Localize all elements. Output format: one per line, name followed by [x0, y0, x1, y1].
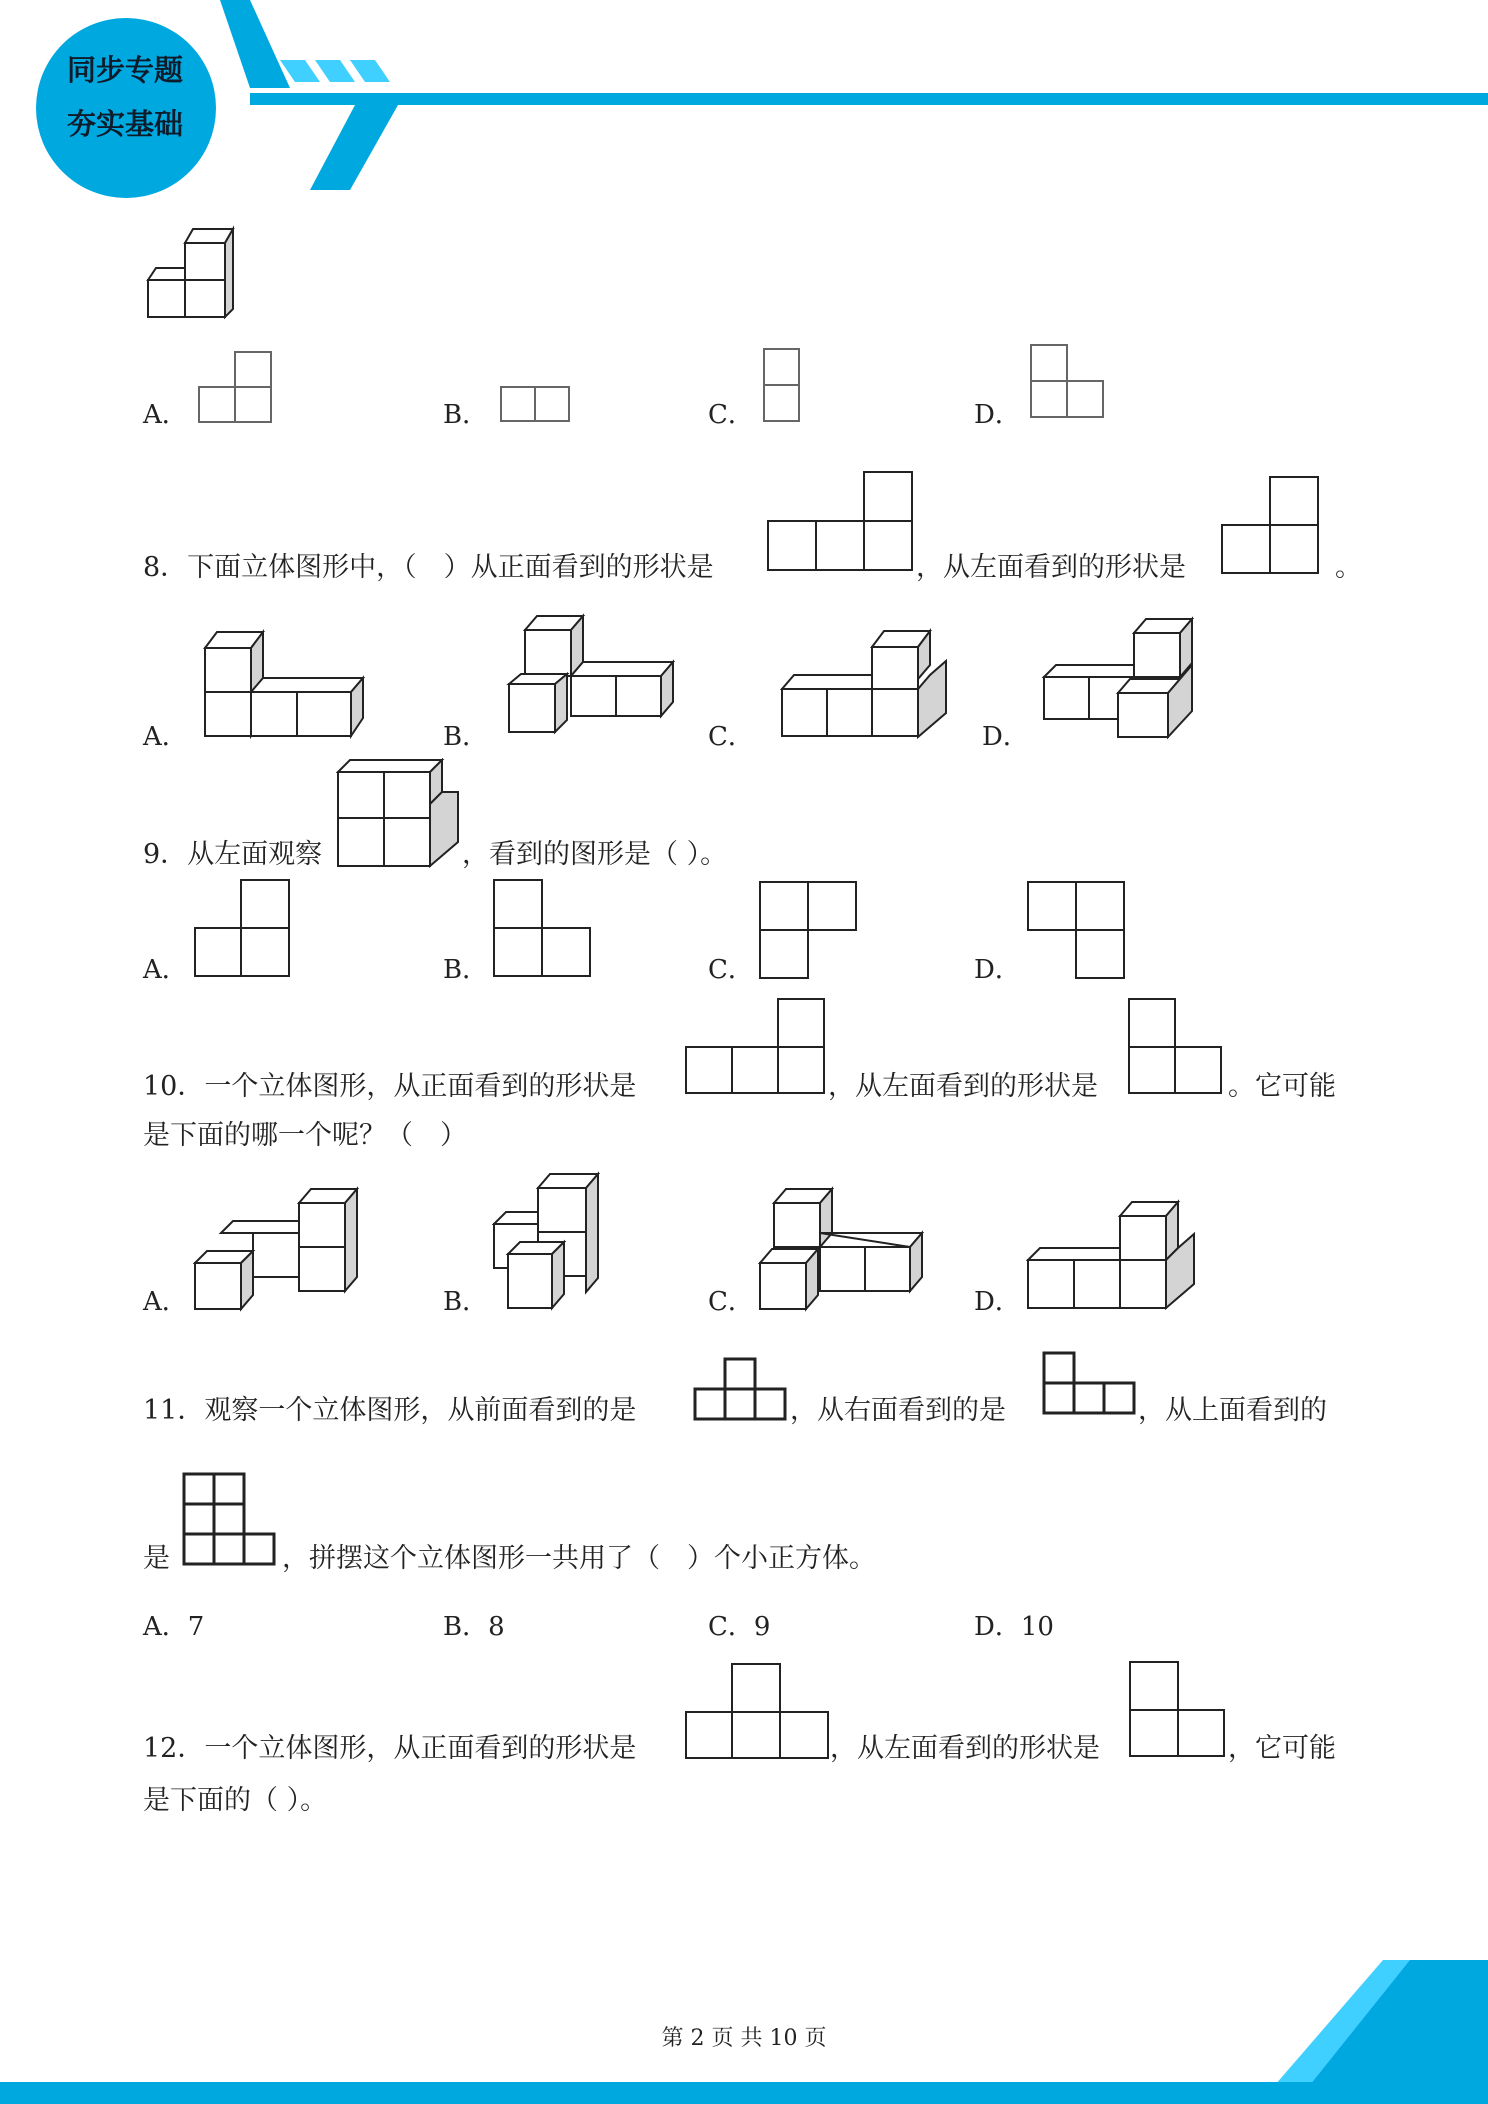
- q9-stem-part1: 9．从左面观察: [143, 839, 323, 870]
- q11-stem-part3: ，从上面看到的: [1138, 1395, 1327, 1426]
- q8-option-c-figure[interactable]: [778, 625, 953, 740]
- q9-option-a-figure[interactable]: [193, 878, 293, 980]
- q8-option-a-label[interactable]: A．: [143, 722, 188, 752]
- q9-option-c-figure[interactable]: [758, 880, 858, 980]
- q7-option-b-label[interactable]: B．: [443, 400, 489, 430]
- q12-stem-part3: ，它可能: [1228, 1733, 1336, 1764]
- q10-stem-line2: 是下面的哪一个呢？（ ）: [143, 1120, 467, 1151]
- q8-stem-part3: 。: [1335, 552, 1362, 583]
- q7-option-a-figure[interactable]: [195, 350, 275, 425]
- q8-left-view: [1220, 475, 1325, 575]
- q11-option-a[interactable]: A．7: [143, 1612, 205, 1642]
- q11-option-b[interactable]: B．8: [443, 1612, 505, 1642]
- page-number: 第 2 页 共 10 页: [661, 2026, 827, 2051]
- q8-stem-part1: 8．下面立体图形中，（ ）从正面看到的形状是: [143, 552, 714, 583]
- q11-front-view: [693, 1356, 789, 1422]
- q7-option-a-label[interactable]: A．: [143, 400, 188, 430]
- q11-option-d[interactable]: D．10: [974, 1612, 1054, 1642]
- q10-option-c-figure[interactable]: [758, 1185, 928, 1313]
- q8-stem-part2: ，从左面看到的形状是: [916, 552, 1186, 583]
- q12-stem-part2: ，从左面看到的形状是: [830, 1733, 1100, 1764]
- q8-option-a-figure[interactable]: [203, 628, 373, 740]
- header-banner: [0, 0, 1488, 200]
- q10-front-view: [684, 997, 826, 1097]
- q10-stem-part1: 10．一个立体图形，从正面看到的形状是: [143, 1071, 637, 1102]
- q10-option-d-figure[interactable]: [1026, 1198, 1201, 1313]
- q11-option-c[interactable]: C．9: [708, 1612, 771, 1642]
- q10-left-view: [1127, 997, 1225, 1097]
- q8-option-b-label[interactable]: B．: [443, 722, 489, 752]
- q7-option-d-label[interactable]: D．: [974, 400, 1021, 430]
- q11-top-view: [180, 1470, 280, 1570]
- q11-stem-part2: ，从右面看到的是: [790, 1395, 1006, 1426]
- q8-option-b-figure[interactable]: [505, 612, 680, 737]
- q8-front-view: [766, 470, 916, 575]
- q10-option-a-label[interactable]: A．: [143, 1287, 188, 1317]
- q11-stem-part1: 11．观察一个立体图形，从前面看到的是: [143, 1395, 637, 1426]
- q12-stem-line2: 是下面的（ ）。: [143, 1785, 328, 1816]
- q10-option-b-figure[interactable]: [492, 1170, 607, 1313]
- q9-option-b-label[interactable]: B．: [443, 955, 489, 985]
- q9-option-c-label[interactable]: C．: [708, 955, 754, 985]
- q7-option-b-figure[interactable]: [497, 385, 572, 425]
- q7-option-c-label[interactable]: C．: [708, 400, 754, 430]
- q9-figure: [336, 758, 462, 870]
- header-bar: [250, 93, 1488, 105]
- q7-option-c-figure[interactable]: [760, 347, 805, 425]
- q9-option-a-label[interactable]: A．: [143, 955, 188, 985]
- q10-option-d-label[interactable]: D．: [974, 1287, 1021, 1317]
- q9-option-b-figure[interactable]: [492, 878, 592, 980]
- q11-stem-line2b: ，拼摆这个立体图形一共用了（ ）个小正方体。: [282, 1543, 876, 1574]
- q8-option-d-figure[interactable]: [1040, 615, 1200, 740]
- badge-line-2: 夯实基础: [66, 107, 183, 141]
- q9-option-d-label[interactable]: D．: [974, 955, 1021, 985]
- q10-option-a-figure[interactable]: [193, 1185, 363, 1313]
- q12-front-view: [684, 1662, 830, 1760]
- q11-right-view: [1042, 1350, 1138, 1416]
- q7-figure: [145, 225, 245, 320]
- badge-line-1: 同步专题: [66, 53, 183, 87]
- q10-stem-part3: 。它可能: [1228, 1071, 1336, 1102]
- q9-option-d-figure[interactable]: [1026, 880, 1126, 980]
- q10-option-c-label[interactable]: C．: [708, 1287, 754, 1317]
- q11-stem-line2a: 是: [143, 1543, 170, 1574]
- header-chevron: [220, 0, 290, 88]
- q12-left-view: [1128, 1660, 1228, 1760]
- q7-option-d-figure[interactable]: [1027, 343, 1107, 421]
- q12-stem-part1: 12．一个立体图形，从正面看到的形状是: [143, 1733, 637, 1764]
- q10-option-b-label[interactable]: B．: [443, 1287, 489, 1317]
- q9-stem-part2: ，看到的图形是（ ）。: [462, 839, 728, 870]
- q10-stem-part2: ，从左面看到的形状是: [828, 1071, 1098, 1102]
- header-slant: [310, 105, 398, 190]
- q8-option-d-label[interactable]: D．: [982, 722, 1029, 752]
- q8-option-c-label[interactable]: C．: [708, 722, 754, 752]
